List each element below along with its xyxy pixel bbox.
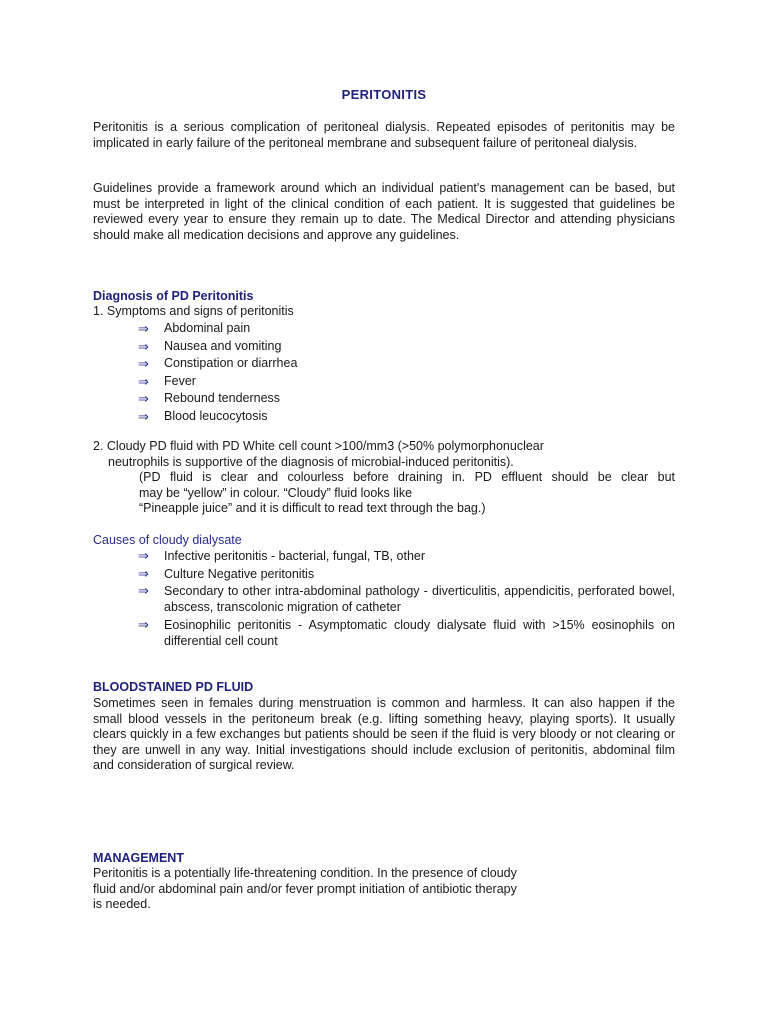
list-item: ⇒ Infective peritonitis - bacterial, fungal, TB, other	[138, 548, 426, 563]
list-item: ⇒ Eosinophilic peritonitis - Asymptomatic cloudy dialysate fluid with >15% eosinophils on differential cell count	[138, 616, 675, 648]
management-line-2: fluid and/or abdominal pain and/or fever prompt initiation of antibiotic therapy	[93, 881, 517, 896]
diagnosis-item-1: 1. Symptoms and signs of peritonitis	[93, 304, 294, 318]
list-item: ⇒ Constipation or diarrhea	[138, 356, 298, 371]
symptoms-list	[138, 320, 675, 425]
list-item: ⇒ Blood leucocytosis	[138, 408, 268, 424]
list-item: ⇒ Rebound tenderness	[138, 391, 281, 406]
double-right-arrow-icon: ⇒	[138, 583, 149, 598]
diagnosis-item-2	[93, 439, 713, 470]
double-right-arrow-icon: ⇒	[138, 391, 149, 406]
note-line-3: “Pineapple juice” and it is difficult to read text through the bag.)	[139, 501, 486, 515]
management-heading: MANAGEMENT	[93, 851, 184, 865]
diagnosis-item-2-line-1: 2. Cloudy PD fluid with PD White cell count >100/mm3 (>50% polymorphonuclear	[93, 439, 544, 453]
cloudy-fluid-note	[139, 470, 675, 517]
double-right-arrow-icon: ⇒	[138, 408, 149, 424]
page-title: PERITONITIS	[341, 87, 427, 102]
list-item: ⇒ Nausea and vomiting	[138, 338, 282, 354]
double-right-arrow-icon: ⇒	[138, 356, 149, 371]
management-line-1: Peritonitis is a potentially life-threatening condition. In the presence of cloudy	[93, 866, 517, 880]
intro-paragraph: Peritonitis is a serious complication of peritoneal dialysis. Repeated episodes of peritonitis may be implicated in early failure of the peritoneal membrane and subsequent failure of peritoneal dialysis.	[93, 120, 675, 150]
list-item: ⇒ Secondary to other intra-abdominal pathology - diverticulitis, appendicitis, perforated bowel, abscess, transcolonic migration of catheter	[138, 583, 675, 614]
list-item: ⇒ Culture Negative peritonitis	[138, 565, 315, 581]
note-line-1: (PD fluid is clear and colourless before draining in. PD effluent should be clear but	[139, 470, 675, 484]
double-right-arrow-icon: ⇒	[138, 565, 149, 581]
diagnosis-heading: Diagnosis of PD Peritonitis	[93, 289, 254, 303]
double-right-arrow-icon: ⇒	[138, 616, 149, 632]
management-paragraph	[93, 866, 593, 913]
guidelines-paragraph: Guidelines provide a framework around which an individual patient's management can be based, but must be interpreted in light of the clinical condition of each patient. It is suggested that guidelines be reviewed every year to ensure they remain up to date. The Medical Director and attending physicians should make all medication decisions and approve any guidelines.	[93, 181, 675, 242]
list-item: ⇒ Fever	[138, 373, 196, 389]
causes-list	[138, 548, 675, 650]
list-item: ⇒ Abdominal pain	[138, 321, 251, 336]
diagnosis-item-2-line-2: neutrophils is supportive of the diagnosis of microbial-induced peritonitis).	[108, 454, 514, 469]
bloodstained-heading: BLOODSTAINED PD FLUID	[93, 680, 254, 694]
management-line-3: is needed.	[93, 897, 151, 911]
double-right-arrow-icon: ⇒	[138, 321, 149, 336]
bloodstained-paragraph: Sometimes seen in females during menstruation is common and harmless. It can also happen if the small blood vessels in the peritoneum break (e.g. lifting something heavy, playing sports). It usually clears quickly in a few exchanges but patients should be seen if the fluid is very bloody or not clearing or they are unwell in any way. Initial investigations should include exclusion of peritonitis, abdominal film and consideration of surgical review.	[93, 696, 675, 772]
double-right-arrow-icon: ⇒	[138, 338, 149, 354]
double-right-arrow-icon: ⇒	[138, 373, 149, 389]
note-line-2: may be “yellow” in colour. “Cloudy” fluid looks like	[139, 485, 413, 500]
causes-heading: Causes of cloudy dialysate	[93, 533, 242, 547]
double-right-arrow-icon: ⇒	[138, 548, 149, 563]
